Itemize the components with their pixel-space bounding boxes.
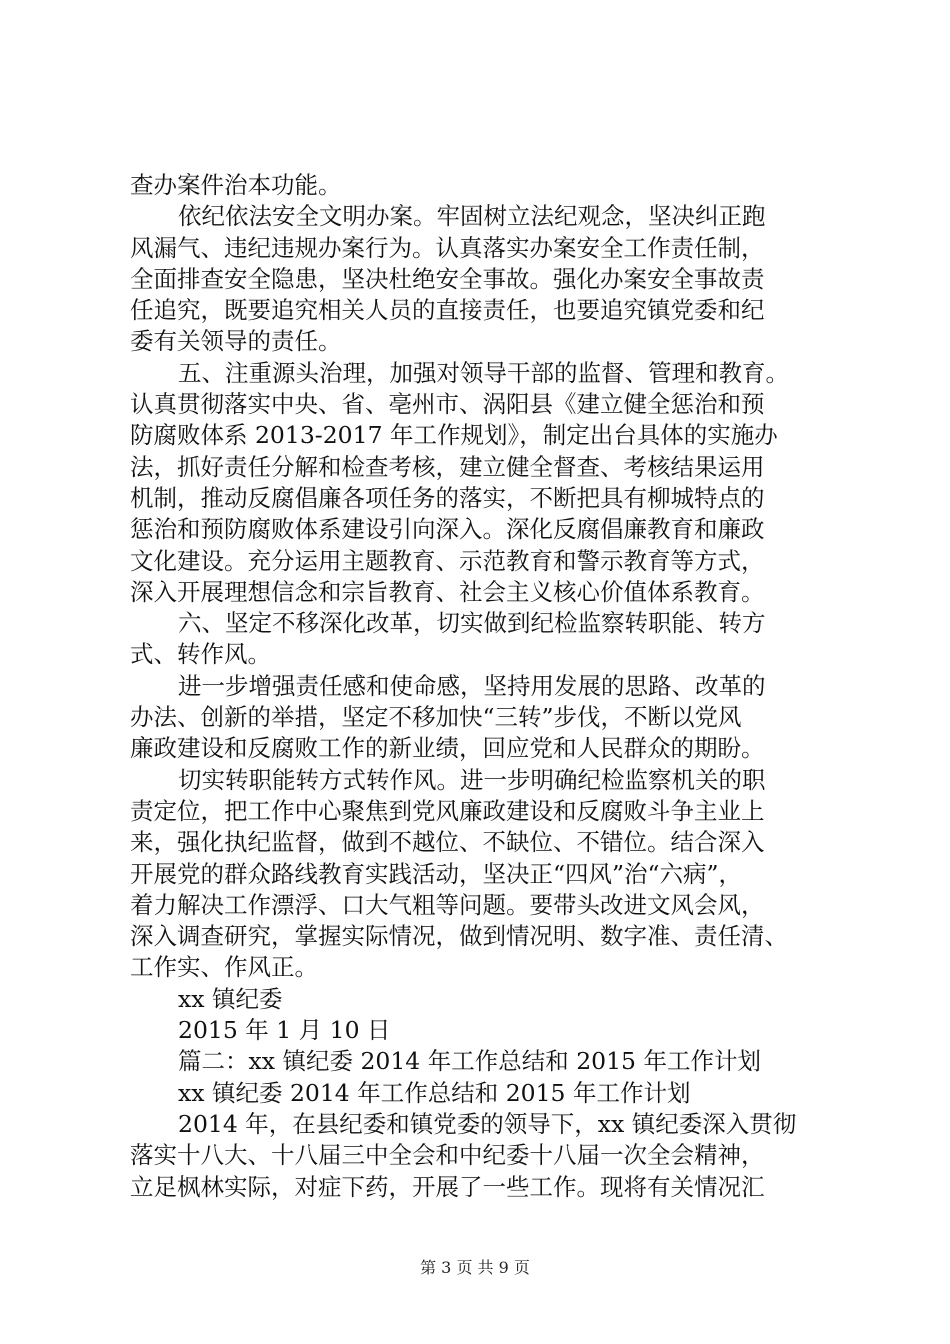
text-line: 委有关领导的责任。 — [130, 327, 342, 356]
text-line: 文化建设。充分运用主题教育、示范教育和警示教育等方式， — [130, 546, 765, 575]
text-line: 查办案件治本功能。 — [130, 171, 342, 199]
text-line: 防腐败体系 2013-2017 年工作规划》，制定出台具体的实施办 — [130, 421, 778, 450]
text-line: 任追究，既要追究相关人员的直接责任，也要追究镇党委和纪 — [130, 296, 765, 325]
text-line: 落实十八大、十八届三中全会和中纪委十八届一次全会精神， — [130, 1141, 765, 1170]
text-line: 办法、创新的举措，坚定不移加快“三转”步伐，不断以党风 — [130, 703, 742, 732]
text-line: 式、转作风。 — [130, 640, 271, 669]
text-line: 进一步增强责任感和使命感，坚持用发展的思路、改革的 — [178, 671, 766, 700]
text-line: 法，抓好责任分解和检查考核，建立健全督查、考核结果运用 — [130, 452, 765, 481]
text-line: 篇二：xx 镇纪委 2014 年工作总结和 2015 年工作计划 — [178, 1047, 761, 1076]
text-line: 着力解决工作漂浮、口大气粗等问题。要带头改进文风会风， — [130, 890, 765, 919]
text-line: xx 镇纪委 2014 年工作总结和 2015 年工作计划 — [178, 1078, 691, 1107]
text-line: 风漏气、违纪违规办案行为。认真落实办案安全工作责任制， — [130, 233, 765, 262]
page-footer: 第 3 页 共 9 页 — [420, 1258, 530, 1277]
text-line: 切实转职能转方式转作风。进一步明确纪检监察机关的职 — [178, 765, 766, 794]
text-line: 五、注重源头治理，加强对领导干部的监督、管理和教育。 — [178, 358, 789, 387]
text-line: 全面排查安全隐患，坚决杜绝安全事故。强化办案安全事故责 — [130, 264, 765, 293]
text-line: xx 镇纪委 — [178, 984, 283, 1013]
text-line: 廉政建设和反腐败工作的新业绩，回应党和人民群众的期盼。 — [130, 734, 765, 763]
text-line: 工作实、作风正。 — [130, 953, 318, 982]
text-line: 来，强化执纪监督，做到不越位、不缺位、不错位。结合深入 — [130, 828, 765, 857]
text-line: 机制，推动反腐倡廉各项任务的落实，不断把具有柳城特点的 — [130, 483, 765, 512]
document-body — [130, 170, 855, 1203]
text-line: 惩治和预防腐败体系建设引向深入。深化反腐倡廉教育和廉政 — [130, 515, 765, 544]
text-line: 依纪依法安全文明办案。牢固树立法纪观念，坚决纠正跑 — [178, 202, 766, 231]
text-line: 开展党的群众路线教育实践活动，坚决正“四风”治“六病”， — [130, 859, 743, 888]
text-line: 责定位，把工作中心聚焦到党风廉政建设和反腐败斗争主业上 — [130, 796, 765, 825]
text-line: 深入调查研究，掌握实际情况，做到情况明、数字准、责任清、 — [130, 922, 788, 951]
text-line: 2015 年 1 月 10 日 — [178, 1016, 391, 1045]
text-line: 深入开展理想信念和宗旨教育、社会主义核心价值体系教育。 — [130, 577, 765, 606]
text-line: 2014 年，在县纪委和镇党委的领导下，xx 镇纪委深入贯彻 — [178, 1109, 797, 1138]
text-line: 立足枫林实际，对症下药，开展了一些工作。现将有关情况汇 — [130, 1172, 765, 1201]
text-line: 六、坚定不移深化改革，切实做到纪检监察转职能、转方 — [178, 609, 766, 638]
text-line: 认真贯彻落实中央、省、亳州市、涡阳县《建立健全惩治和预 — [130, 390, 765, 419]
